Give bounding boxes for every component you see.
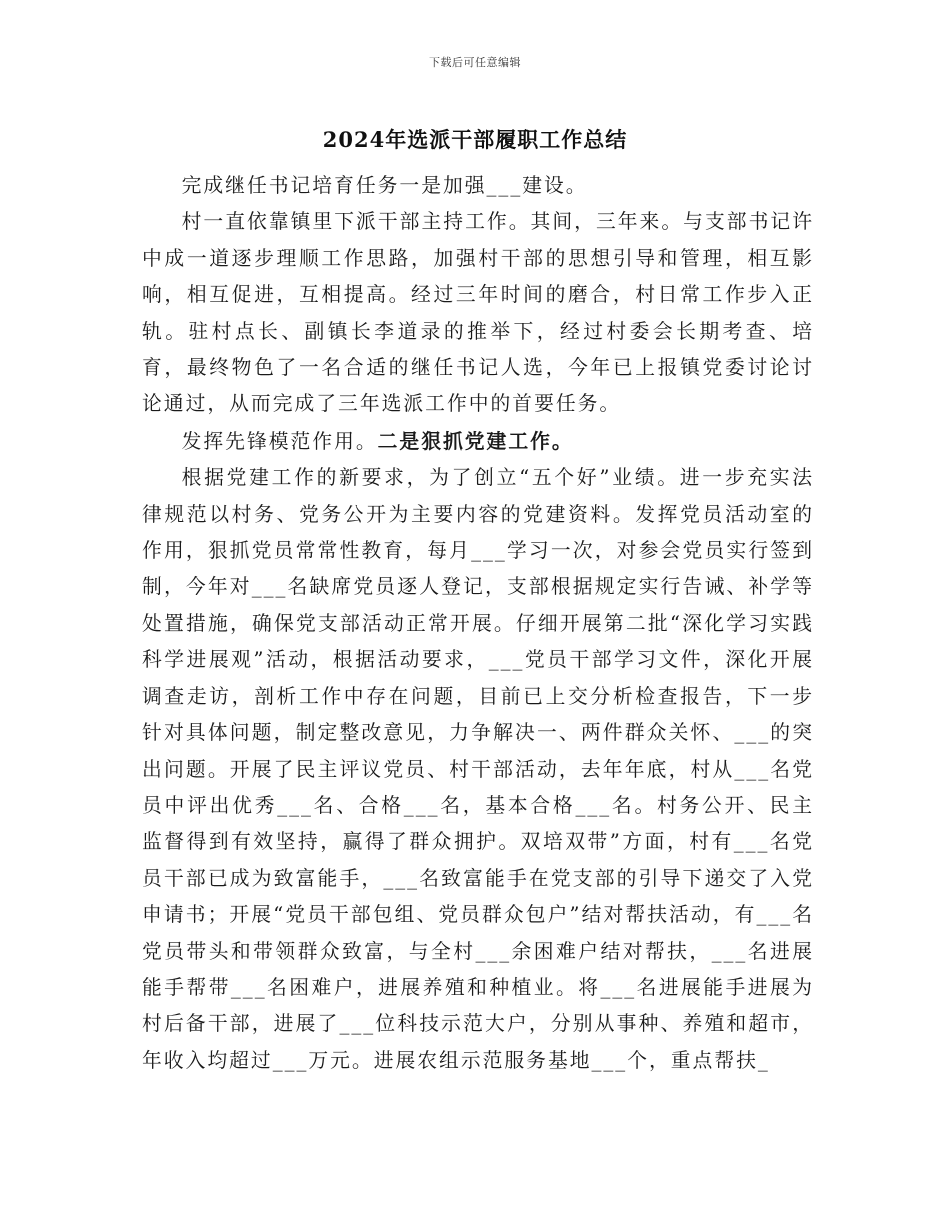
paragraph-2: 村一直依靠镇里下派干部主持工作。其间，三年来。与支部书记许中成一道逐步理顺工作思路，加强村干部的思想引导和管理，相互影响，相互促进，互相提高。经过三年时间的磨合，村日常工作步入正轨。驻村点长、副镇长李道录的推举下，经过村委会长期考查、培育，最终物色了一名合适的继任书记人选，今年已上报镇党委讨论讨论通过，从而完成了三年选派工作中的首要任务。 xyxy=(142,210,814,416)
paragraph-3-lead: 发挥先锋模范作用。 xyxy=(181,429,378,453)
paragraph-3-bold: 二是狠抓党建工作。 xyxy=(377,428,574,453)
paragraph-4: 根据党建工作的新要求，为了创立“五个好”业绩。进一步充实法律规范以村务、党务公开为主要内容的党建资料。发挥党员活动室的作用，狠抓党员常常性教育，每月___学习一次，对参会党员实行签到制，今年对___名缺席党员逐人登记，支部根据规定实行告诫、补学等处置措施，确保党支部活动正常开展。仔细开展第二批“深化学习实践科学进展观”活动，根据活动要求，___党员干部学习文件，深化开展调查走访，剖析工作中存在问题，目前已上交分析检查报告，下一步针对具体问题，制定整改意见，力争解决一、两件群众关怀、___的突出问题。开展了民主评议党员、村干部活动，去年年底，村从___名党员中评出优秀___名、合格___名，基本合格___名。村务公开、民主监督得到有效坚持，赢得了群众拥护。双培双带”方面，村有___名党员干部已成为致富能手，___名致富能手在党支部的引导下递交了入党申请书；开展“党员干部包组、党员群众包户”结对帮扶活动，有___名党员带头和带领群众致富，与全村___余困难户结对帮扶，___名进展能手帮带___名困难户，进展养殖和种植业。将___名进展能手进展为村后备干部，进展了___位科技示范大户，分别从事种、养殖和超市，年收入均超过___万元。进展农组示范服务基地___个，重点帮扶_ xyxy=(142,466,814,1072)
header-note: 下载后可任意编辑 xyxy=(429,56,521,69)
document-title: 2024年选派干部履职工作总结 xyxy=(322,127,628,152)
paragraph-3 xyxy=(142,423,814,460)
document-body xyxy=(142,168,814,1079)
paragraph-1: 完成继任书记培育任务一是加强___建设。 xyxy=(181,174,588,197)
